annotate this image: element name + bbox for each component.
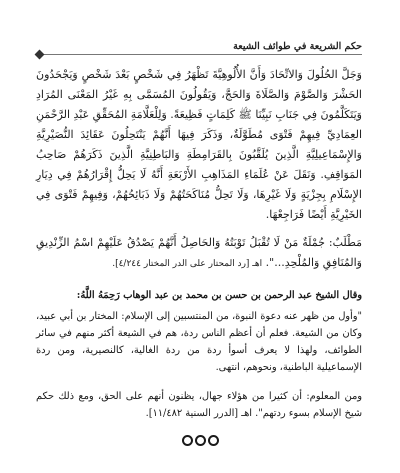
running-header: [36, 32, 362, 55]
book-page: [0, 32, 400, 473]
section-title: وقال الشيخ عبد الرحمن بن حسن بن محمد بن عبد الوهاب رَحِمَهُ اللَّهُ:: [76, 290, 362, 301]
summary-text: مَطْلَبٌ: جُمْلَةٌ مَنْ لَا تُقْبَلُ تَوْبَتُهُ وَالحَاصِلُ أَنَّهُمْ يَصْدُقُ عَلَيْهِمْ اسْمُ الزِّنْدِيقِ وَالمُنَافِقِ وَالمُلْحِدِ...".: [36, 236, 362, 269]
note-paragraph: ومن المعلوم: أن كثيرا من هؤلاء جهال، يظنون أنهم على الحق، ومع ذلك حكم شيخ الإسلام بسوء ردتهم". اهـ [الدرر السنية ١١/٤٨٢].: [36, 391, 362, 419]
summary-paragraph: [36, 233, 362, 274]
summary-source: اهـ [رد المحتار على الدر المختار ٤/٢٤٤].: [112, 259, 263, 269]
header-title: حكم الشريعة في طوائف الشيعة: [233, 41, 362, 52]
diamond-ornament-icon: [35, 50, 45, 60]
quote-paragraph: "وأول من ظهر عنه دعوة النبوة، من المنتسبين إلى الإسلام: المختار بن أبي عبيد، وكان من الشيعة. فعلم أن أعظم الناس ردة، هم في الشيعة أكثر منهم في سائر الطوائف، ولهذا لا يعرف أسوأ ردة من ردة الغالية، كالنصيرية، ومن ردة الإسماعيلية الباطنية، ونحوهم، انتهى.: [36, 311, 362, 373]
main-paragraph: وَجَلَّ الحُلُولَ وَالاتِّحَادَ وَأَنَّ الأُلُوهِيَّةَ تَظْهَرُ فِي شَخْصٍ بَعْدَ شَخْصٍ وَيَجْحَدُونَ الحَشْرَ وَالصَّوْمَ وَالصَّلَاةَ وَالحَجَّ، وَيَقُولُونَ المُسَمَّى بِهِ غَيْرُ المَعْنَى المُرَادِ وَيَتَكَلَّمُونَ فِي جَنَابِ نَبِيِّنَا ﷺ كَلِمَاتٍ فَظِيعَةً. وَلِلْعَلَّامَةِ المُحَقِّقِ عَبْدِ الرَّحْمَنِ العِمَادِيِّ فِيهِمْ فَتْوَى مُطَوَّلَةٌ، وَذَكَرَ فِيهَا أَنَّهُمْ يَنْتَحِلُونَ عَقَائِدَ النُّصَيْرِيَّةِ وَالإِسْمَاعِيلِيَّةِ الَّذِينَ يُلَقَّبُونَ بِالقَرَامِطَةِ وَالبَاطِنِيَّةِ الَّذِينَ ذَكَرَهُمْ صَاحِبُ المَوَاقِفِ. وَنَقَلَ عَنْ عُلَمَاءِ المَذَاهِبِ الأَرْبَعَةِ أَنَّهُ لَا يَحِلُّ إِقْرَارُهُمْ فِي دِيَارِ الإِسْلَامِ بِجِزْيَةٍ وَلَا غَيْرِهَا، وَلَا تَحِلُّ مُنَاكَحَتُهُمْ وَلَا ذَبَائِحُهُمْ، وَفِيهِمْ فَتْوَى فِي الخَيْرِيَّةِ أَيْضًا فَرَاجِعْهَا.: [36, 68, 362, 221]
